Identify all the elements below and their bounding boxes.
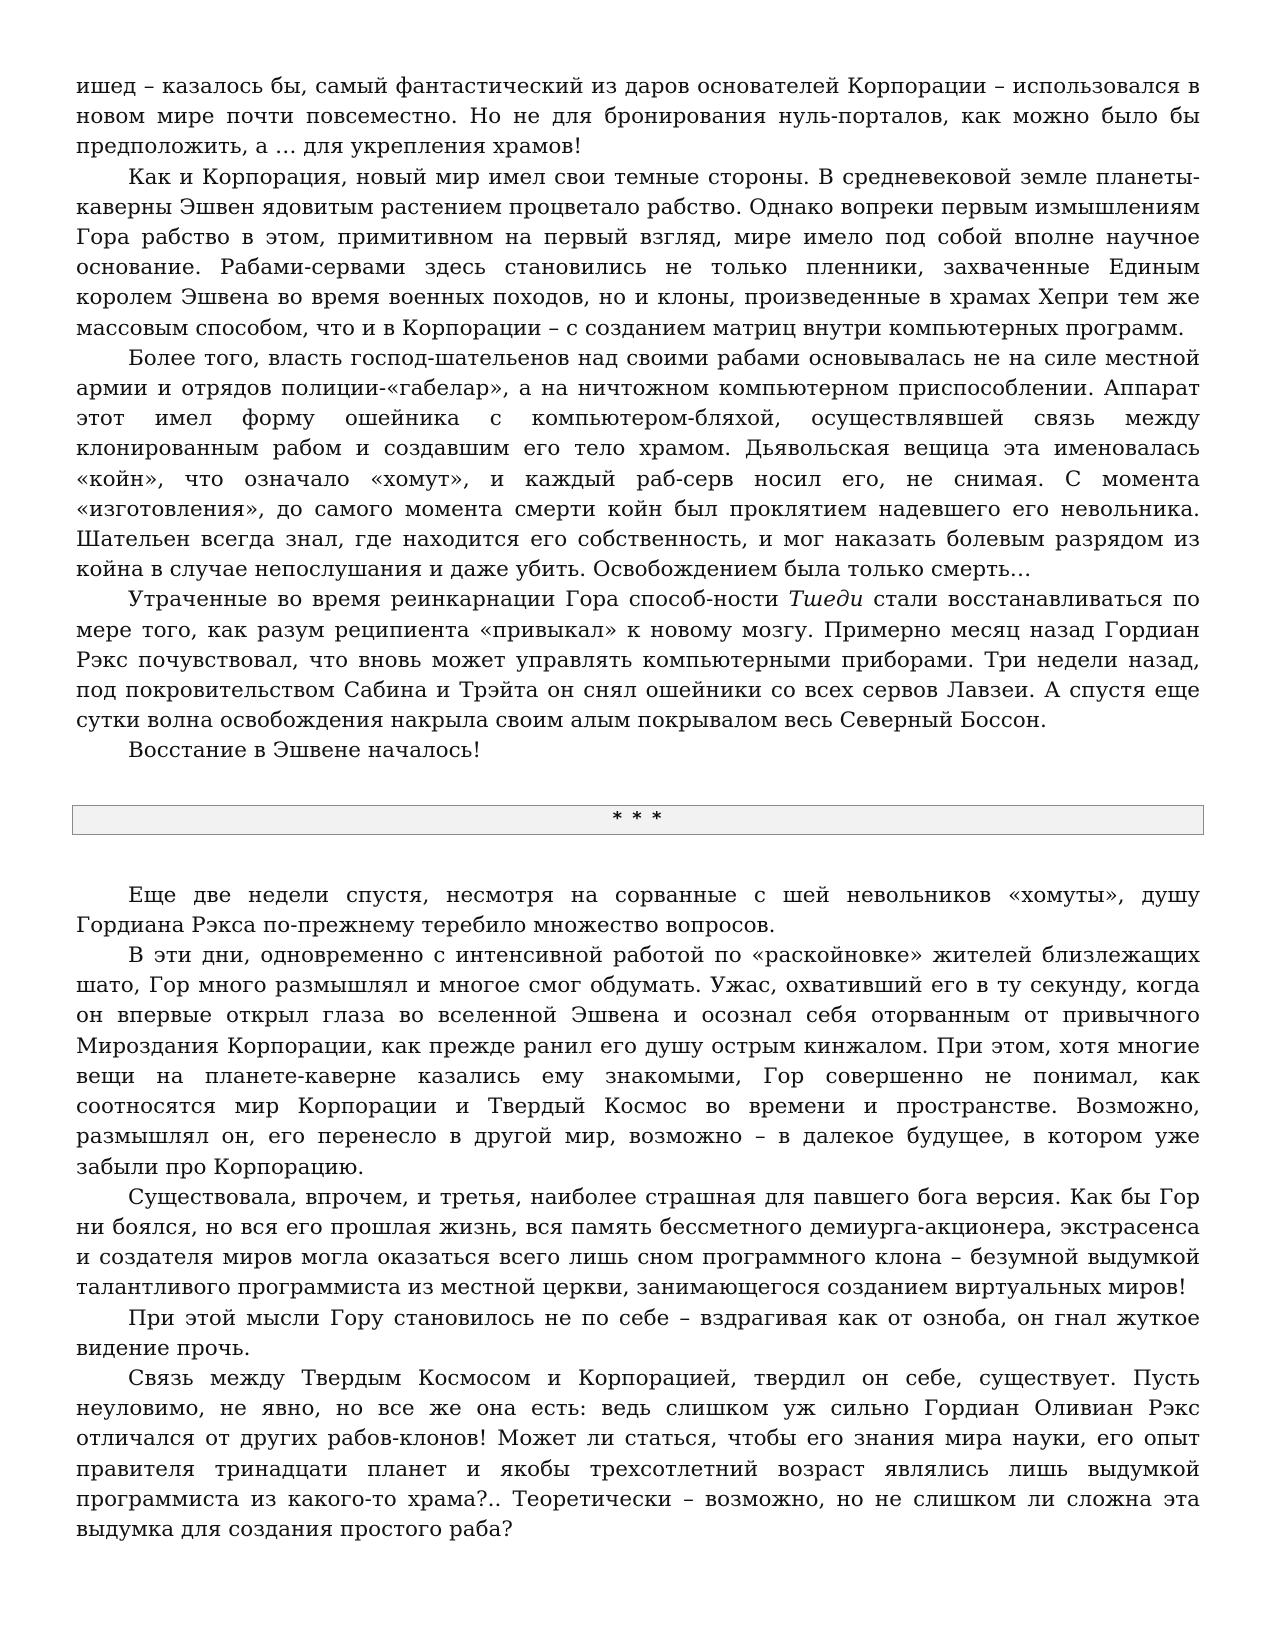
paragraph: ишед – казалось бы, самый фантастический из даров основателей Корпорации – использовался в новом мире почти повсеместно. Но не для бронирования нуль-порталов, как можно было бы предположить, а … для укрепления храмов! (76, 74, 1200, 160)
paragraph: Еще две недели спустя, несмотря на сорванные с шей невольников «хомуты», душу Гордиана Рэкса по-прежнему теребило множество вопросов. (76, 882, 1200, 938)
paragraph-with-italic (76, 585, 1200, 736)
paragraph: В эти дни, одновременно с интенсивной работой по «раскойновке» жителей близлежащих шато, Гор много размышлял и многое смог обдумать. Ужас, охвативший его в ту секунду, когда он впервые открыл глаза во вселенной Эшвена и осознал себя оторванным от привычного Мироздания Корпорации, как прежде ранил его душу острым кинжалом. При этом, хотя многие вещи на планете-каверне казались ему знакомыми, Гор совершенно не понимал, как соотносятся мир Корпорации и Твердый Космос во времени и пространстве. Возможно, размышлял он, его перенесло в другой мир, возможно – в далекое будущее, в котором уже забыли про Корпорацию. (76, 943, 1200, 1180)
paragraph: Существовала, впрочем, и третья, наиболее страшная для павшего бога версия. Как бы Гор ни боялся, но вся его прошлая жизнь, вся память бессметного демиурга-акционера, экстрасенса и создателя миров могла оказаться всего лишь сном программного клона – безумной выдумкой талантливого программиста из местной церкви, занимающегося созданием виртуальных миров! (76, 1184, 1200, 1301)
paragraph: Восстание в Эшвене началось! (128, 738, 482, 764)
paragraph: Как и Корпорация, новый мир имел свои темные стороны. В средневековой земле планеты-каверны Эшвен ядовитым растением процветало рабство. Однако вопреки первым измышлениям Гора рабство в этом, примитивном на первый взгляд, мире имело под собой вполне научное основание. Рабами-сервами здесь становились не только пленники, захваченные Единым королем Эшвена во время военных походов, но и клоны, произведенные в храмах Хепри тем же массовым способом, что и в Корпорации – с созданием матриц внутри компьютерных программ. (76, 164, 1200, 341)
italic-term: Тшеди (788, 587, 864, 613)
text-run: стали восстанавливаться по мере того, как разум реципиента «привыкал» к новому мозгу. Примерно месяц назад Гордиан Рэкс почувствовал, что вновь может управлять компьютерными приборами. Три недели назад, под покровительством Сабина и Трэйта он снял ошейники со всех сервов Лавзеи. А спустя еще сутки волна освобождения накрыла своим алым покрывалом весь Северный Боссон. (76, 587, 1201, 734)
text-section-2 (76, 881, 1200, 1545)
text-run: Утраченные во время реинкарнации Гора способ-ности (128, 587, 789, 613)
paragraph: Связь между Твердым Космосом и Корпорацией, твердил он себе, существует. Пусть неуловимо, не явно, но все же она есть: ведь слишком уж сильно Гордиан Оливиан Рэкс отличался от других рабов-клонов! Может ли статься, чтобы его знания мира науки, его опыт правителя тринадцати планет и якобы трехсотлетний возраст являлись лишь выдумкой программиста из какого-то храма?.. Теоретически – возможно, но не слишком ли сложна эта выдумка для создания простого раба? (76, 1365, 1200, 1542)
text-section-1 (76, 72, 1200, 767)
section-separator: * * * (72, 805, 1204, 835)
paragraph: Более того, власть господ-шательенов над своими рабами основывалась не на силе местной армии и отрядов полиции-«габелар», а на ничтожном компьютерном приспособлении. Аппарат этот имел форму ошейника с компьютером-бляхой, осуществлявшей связь между клонированным рабом и создавшим его тело храмом. Дьявольская вещица эта именовалась «койн», что означало «хомут», и каждый раб-серв носил его, не снимая. С момента «изготовления», до самого момента смерти койн был проклятием надевшего его невольника. Шательен всегда знал, где находится его собственность, и мог наказать болевым разрядом из койна в случае непослушания и даже убить. Освобождением была только смерть… (76, 345, 1200, 583)
document-page (76, 72, 1200, 1545)
paragraph: При этой мысли Гору становилось не по себе – вздрагивая как от озноба, он гнал жуткое видение прочь. (76, 1305, 1200, 1361)
